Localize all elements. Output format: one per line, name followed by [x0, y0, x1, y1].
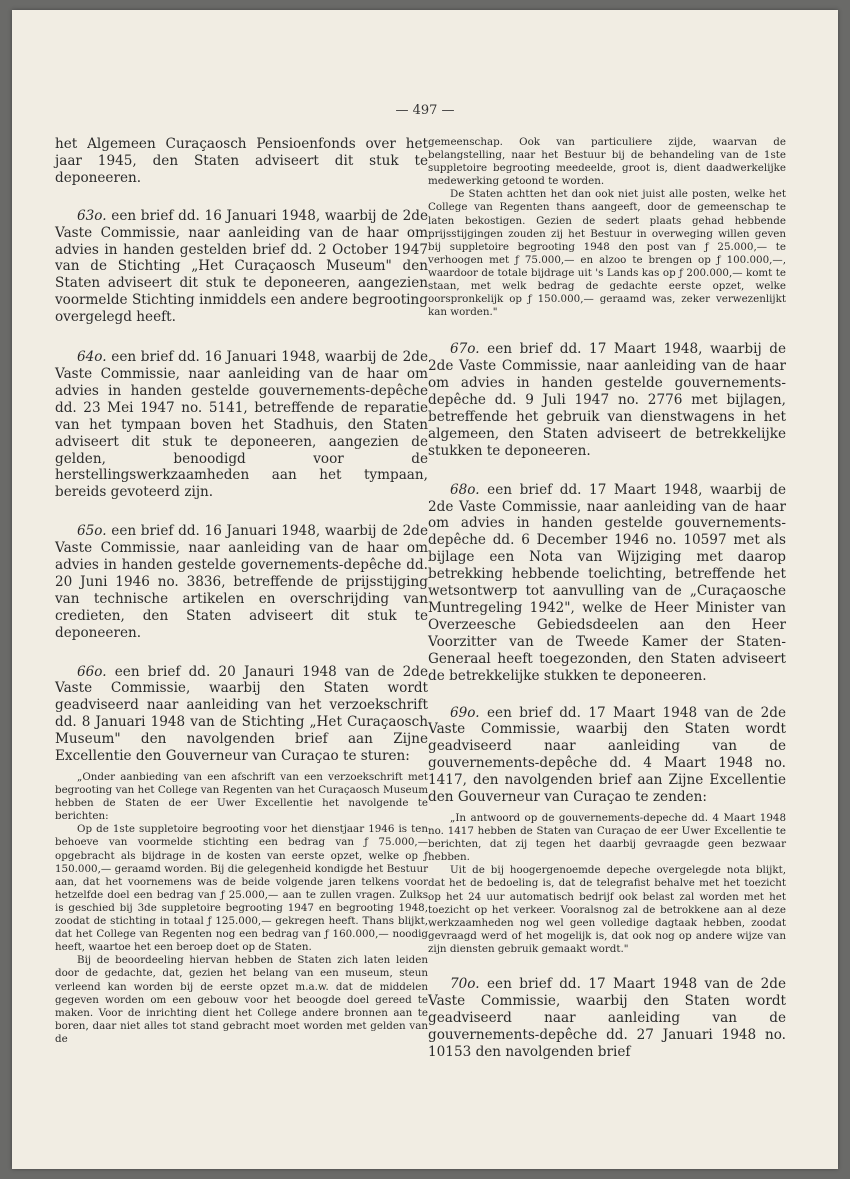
item-text: een brief dd. 16 Januari 1948, waarbij de 2de Vaste Commissie, naar aanleiding van de haar om advies in handen gestelde gouvernements-depêche dd. 23 Mei 1947 no. 5141, betreffende de reparatie van het tympaan boven het Stadhuis, den Staten adviseert dit stuk te deponeeren, aangezien de gelden, benoodigd voor de herstellingswerkzaamheden aan het tympaan, bereids gevoteerd zijn.: [55, 349, 428, 501]
quote-paragraph: Bij de beoordeeling hiervan hebben de Staten zich laten leiden door de gedachte, dat, gezien het belang van een museum, steun verleend kan worden bij de eerste opzet m.a.w. dat de middelen gegeven worden om een gebouw voor het beoogde doel gereed te maken. Voor de inrichting dient het College andere bronnen aan te boren, daar niet alles tot stand gebracht moet worden met gelden van de: [55, 954, 428, 1045]
paragraph-item-66: [55, 664, 428, 765]
quote-paragraph: Uit de bij hoogergenoemde depeche overgelegde nota blijkt, dat het de bedoeling is, dat de telegrafist behalve met het toezicht op het 24 uur automatisch bedrijf ook belast zal worden met het toezicht op het verkeer. Vooralsnog zal de betrokkene aan al deze werkzaamheden nog wel geen volledige dagtaak hebben, zoodat gevraagd werd of het mogelijk is, dat ook nog op andere wijze van zijn diensten gebruik gemaakt wordt.": [428, 864, 786, 955]
item-text: een brief dd. 16 Januari 1948, waarbij de 2de Vaste Commissie, naar aanleiding van de haar om advies in handen gestelden brief dd. 2 October 1947 van de Stichting „Het Curaçaosch Museum" den Staten adviseert dit stuk te deponeeren, aangezien voormelde Stichting inmiddels een andere begrooting overgelegd heeft.: [55, 207, 428, 326]
item-number: 67o.: [450, 341, 480, 358]
left-column: [55, 136, 428, 1046]
quote-paragraph: Op de 1ste suppletoire begrooting voor het dienstjaar 1946 is ten behoeve van voormelde stichting een bedrag van ƒ 75.000,— opgebracht als bijdrage in de kosten van eerste opzet, welke op ƒ 150.000,— geraamd worden. Bij die gelegenheid kondigde het Bestuur aan, dat het voornemens was de beide volgende jaren telkens voor hetzelfde doel een bedrag van ƒ 25.000,— aan te zullen vragen. Zulks is geschied bij 3de suppletoire begrooting 1947 en begrooting 1948, zoodat de stichting in totaal ƒ 125.000,— gekregen heeft. Thans blijkt, dat het College van Regenten nog een bedrag van ƒ 160.000,— noodig heeft, waartoe het een beroep doet op de Staten.: [55, 823, 428, 954]
paragraph-intro: het Algemeen Curaçaosch Pensioenfonds over het jaar 1945, den Staten adviseert dit stuk te deponeeren.: [55, 136, 428, 186]
item-number: 69o.: [450, 704, 480, 721]
item-text: een brief dd. 17 Maart 1948, waarbij de 2de Vaste Commissie, naar aanleiding van de haar om advies in handen gestelde gouvernements-depêche dd. 9 Juli 1947 no. 2776 met bijlagen, betreffende het gebruik van dienstwagens in het algemeen, den Staten adviseert de betrekkelijke stukken te deponeeren.: [428, 341, 786, 459]
item-number: 68o.: [450, 481, 480, 498]
item-text: een brief dd. 20 Janauri 1948 van de 2de Vaste Commissie, waarbij den Staten wordt geadviseerd naar aanleiding van het verzoekschrift dd. 8 Januari 1948 van de Stichting „Het Curaçaosch Museum" den navolgenden brief aan Zijne Excellentie den Gouverneur van Curaçao te sturen:: [55, 663, 428, 765]
paragraph-item-65: [55, 523, 428, 641]
item-text: een brief dd. 16 Januari 1948, waarbij de 2de Vaste Commissie, naar aanleiding van de haar om advies in handen gestelde governements-depêche dd. 20 Juni 1946 no. 3836, betreffende de prijsstijging van technische artikelen en overschrijding van credieten, den Staten adviseert dit stuk te deponeeren.: [55, 523, 428, 641]
right-column: [428, 136, 786, 1061]
quote-paragraph: „In antwoord op de gouvernements-depeche dd. 4 Maart 1948 no. 1417 hebben de Staten van Curaçao de eer Uwer Excellentie te berichten, dat zij tegen het daarbij gevraagde geen bezwaar hebben.: [428, 811, 786, 864]
quote-paragraph: „Onder aanbieding van een afschrift van een verzoekschrift met begrooting van het College van Regenten van het Curaçaosch Museum hebben de Staten de eer Uwer Excellentie het navolgende te berichten:: [55, 771, 428, 823]
item-text: een brief dd. 17 Maart 1948 van de 2de Vaste Commissie, waarbij den Staten wordt geadviseerd naar aanleiding van de gouvernements-depêche dd. 4 Maart 1948 no. 1417, den navolgenden brief aan Zijne Excellentie den Gouverneur van Curaçao te zenden:: [428, 704, 786, 806]
item-number: 64o.: [77, 349, 107, 366]
item-number: 66o.: [77, 663, 107, 680]
paragraph-item-69: [428, 705, 786, 806]
quote-continuation: De Staten achtten het dan ook niet juist alle posten, welke het College van Regenten thans aangeeft, door de gemeenschap te laten bekostigen. Gezien de sedert plaats gehad hebbende prijsstijgingen zouden zij het Bestuur in overweging willen geven bij suppletoire begrooting 1948 den post van ƒ 25.000,— te verhoogen met ƒ 75.000,— en alzoo te brengen op ƒ 100.000,—, waardoor de totale bijdrage uit 's Lands kas op ƒ 200.000,— komt te staan, met welk bedrag de gedachte eerste opzet, welke oorspronkelijk op ƒ 150.000,— geraamd was, zeker verwezenlijkt kan worden.": [428, 188, 786, 319]
paragraph-item-70: [428, 976, 786, 1061]
item-number: 63o.: [77, 207, 107, 224]
item-text: een brief dd. 17 Maart 1948 van de 2de Vaste Commissie, waarbij den Staten wordt geadviseerd naar aanleiding van de gouvernements-depêche dd. 27 Januari 1948 no. 10153 den navolgenden brief: [428, 976, 786, 1060]
item-number: 70o.: [450, 976, 480, 992]
paragraph-item-64: [55, 349, 428, 501]
paragraph-item-68: [428, 482, 786, 685]
paragraph-item-67: [428, 341, 786, 459]
paragraph-item-63: [55, 208, 428, 326]
item-text: een brief dd. 17 Maart 1948, waarbij de 2de Vaste Commissie, naar aanleiding van de haar om advies in handen gestelde gouvernements-depêche dd. 6 December 1946 no. 10597 met als bijlage een Nota van Wijziging met daarop betrekking hebbende toelichting, betreffende het wetsontwerp tot aanvulling van de „Curaçaosche Muntregeling 1942", welke de Heer Minister van Overzeesche Gebiedsdeelen aan den Heer Voorzitter van de Tweede Kamer der Staten-Generaal heeft toegezonden, den Staten adviseert de betrekkelijke stukken te deponeeren.: [428, 481, 786, 684]
page-number: — 497 —: [395, 103, 455, 118]
document-page: [12, 10, 838, 1169]
quote-continuation: gemeenschap. Ook van particuliere zijde, waarvan de belangstelling, naar het Bestuur bij de behandeling van de 1ste suppletoire begrooting meedeelde, groot is, dient daadwerkelijke medewerking getoond te worden.: [428, 136, 786, 188]
item-number: 65o.: [77, 523, 107, 540]
